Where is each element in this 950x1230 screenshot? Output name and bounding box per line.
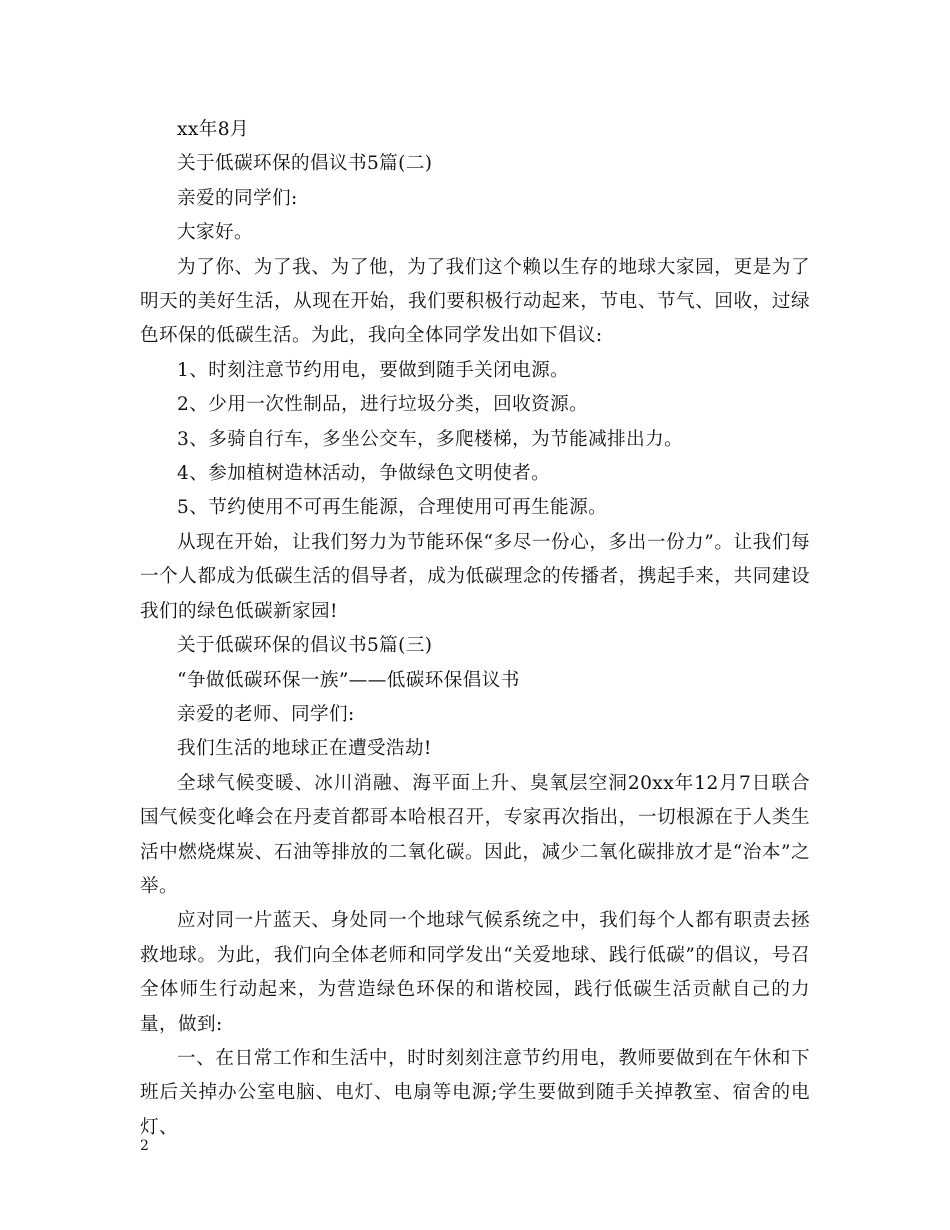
proposal-item-5: 5、节约使用不可再生能源，合理使用可再生能源。 [177, 497, 608, 519]
body-paragraph: 全球气候变暖、冰川消融、海平面上升、臭氧层空洞20xx年12月7日联合国气候变化峰会在丹麦首都哥本哈根召开，专家再次指出，一切根源在于人类生活中燃烧煤炭、石油等排放的二氧化碳。因此，减少二氧化碳排放才是“治本”之举。 [140, 772, 810, 897]
proposal-item-3: 3、多骑自行车，多坐公交车，多爬楼梯，为节能减排出力。 [177, 428, 684, 450]
section-title-2: 关于低碳环保的倡议书5篇(二) [177, 153, 433, 175]
subtitle: “争做低碳环保一族”——低碳环保倡议书 [177, 669, 520, 691]
body-paragraph: 为了你、为了我、为了他，为了我们这个赖以生存的地球大家园，更是为了明天的美好生活，从现在开始，我们要积极行动起来，节电、节气、回收，过绿色环保的低碳生活。为此，我向全体同学发出如下倡议: [140, 256, 810, 347]
body-paragraph: 一、在日常工作和生活中，时时刻刻注意节约用电，教师要做到在午休和下班后关掉办公室电脑、电灯、电扇等电源;学生要做到随手关掉教室、宿舍的电灯、 [140, 1047, 810, 1138]
page-number: 2 [140, 1138, 149, 1154]
proposal-item-4: 4、参加植树造林活动，争做绿色文明使者。 [177, 463, 551, 485]
date-line: xx年8月 [177, 119, 249, 140]
document-body [140, 113, 810, 1145]
proposal-item-2: 2、少用一次性制品，进行垃圾分类，回收资源。 [177, 394, 589, 416]
section-title-3: 关于低碳环保的倡议书5篇(三) [177, 635, 433, 657]
greeting: 大家好。 [177, 222, 253, 244]
body-paragraph: 应对同一片蓝天、身处同一个地球气候系统之中，我们每个人都有职责去拯救地球。为此，我们向全体老师和同学发出“关爱地球、践行低碳”的倡议，号召全体师生行动起来，为营造绿色环保的和谐校园，践行低碳生活贡献自己的力量，做到: [140, 910, 810, 1035]
body-paragraph: 从现在开始，让我们努力为节能环保“多尽一份心，多出一份力”。让我们每一个人都成为低碳生活的倡导者，成为低碳理念的传播者，携起手来，共同建设我们的绿色低碳新家园! [140, 531, 810, 622]
body-paragraph: 我们生活的地球正在遭受浩劫! [177, 738, 432, 760]
salutation: 亲爱的同学们: [177, 187, 298, 209]
proposal-item-1: 1、时刻注意节约用电，要做到随手关闭电源。 [177, 359, 570, 381]
salutation: 亲爱的老师、同学们: [177, 703, 355, 725]
